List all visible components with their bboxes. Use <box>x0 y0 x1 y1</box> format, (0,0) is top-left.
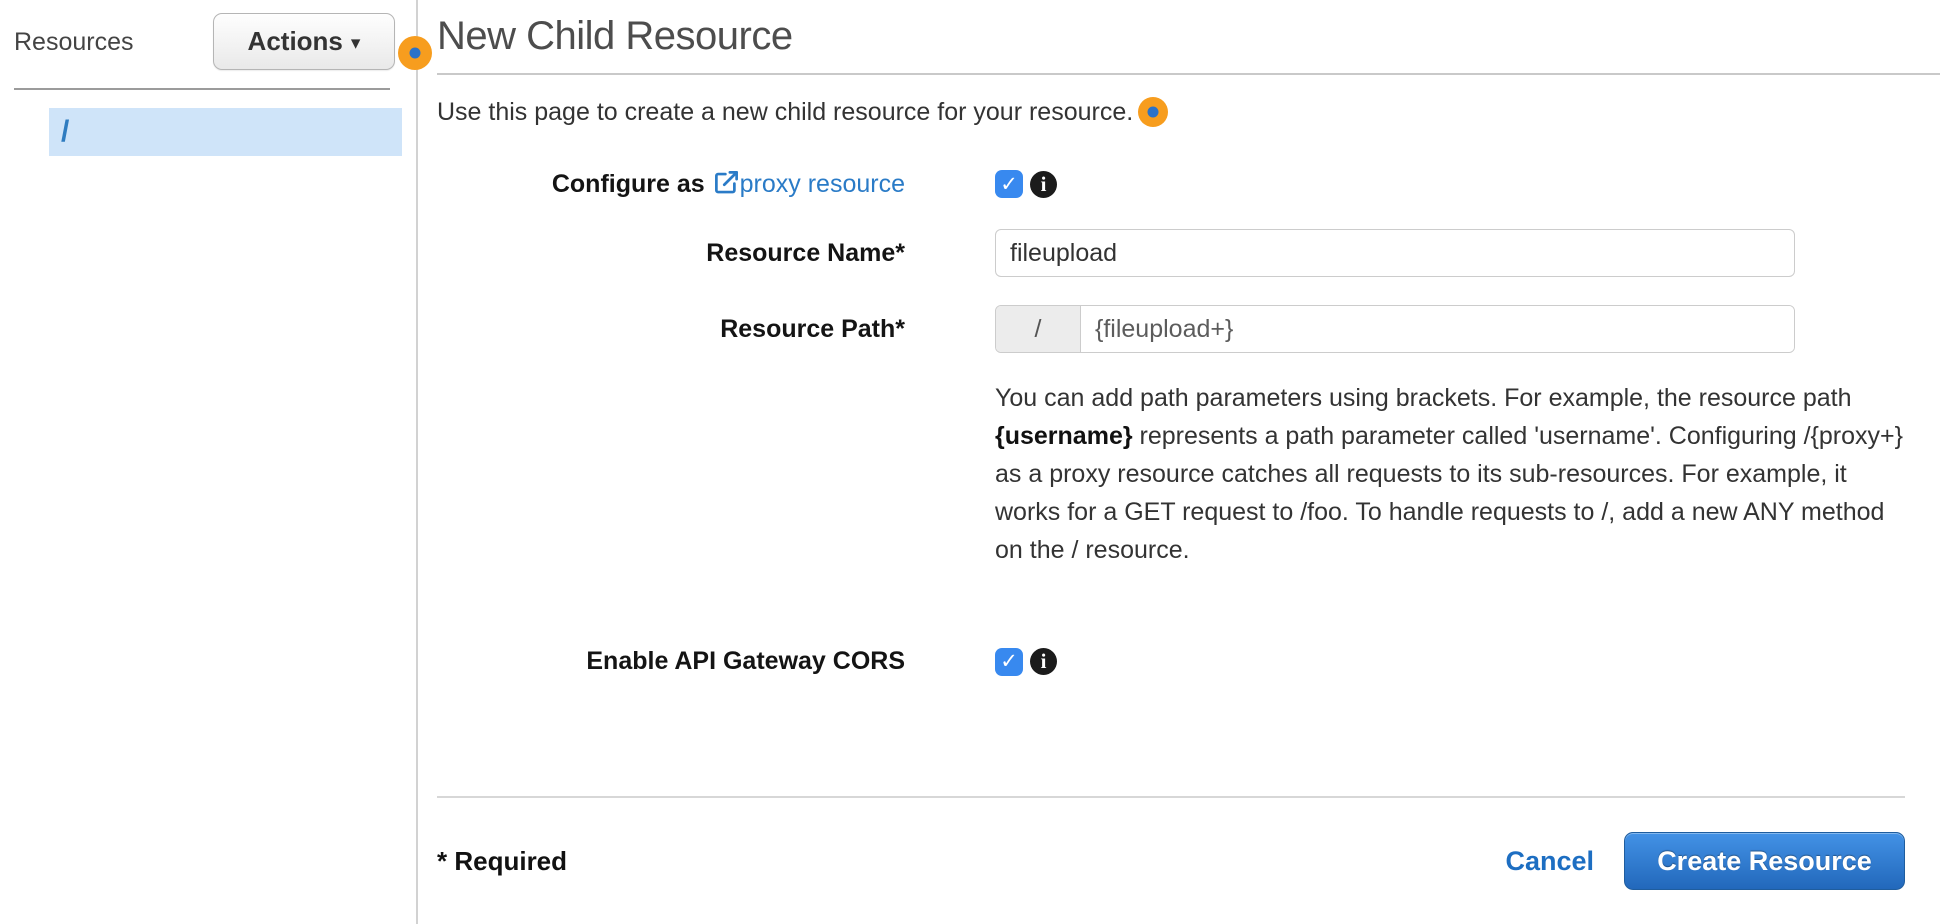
resource-path-label: / <box>61 115 70 148</box>
proxy-resource-checkbox[interactable] <box>995 170 1023 198</box>
cors-info-icon[interactable] <box>1030 648 1057 675</box>
resource-name-row <box>437 229 1940 277</box>
sidebar-title: Resources <box>14 28 134 56</box>
resource-path-row <box>437 305 1940 353</box>
resource-path-input[interactable] <box>1081 306 1794 352</box>
path-help-bold: {username} <box>995 422 1133 450</box>
configure-as-control <box>995 170 1057 198</box>
annotation-marker-intro <box>1138 97 1168 127</box>
resource-path-prefix: / <box>996 306 1081 352</box>
resource-name-control <box>995 229 1795 277</box>
path-help-part2: represents a path parameter called 'username'. Configuring /{proxy+} as a proxy resource catches all requests to its sub-resources. For example, it works for a GET request to /foo. To handle requests to /, add a new ANY method on the / resource. <box>995 422 1903 564</box>
intro-text-content: Use this page to create a new child resource for your resource. <box>437 98 1134 126</box>
intro-text <box>437 97 1940 127</box>
resource-path-control <box>995 305 1795 353</box>
annotation-marker-dot <box>1148 107 1159 118</box>
page-title: New Child Resource <box>437 14 793 58</box>
proxy-resource-link-text: proxy resource <box>739 170 905 198</box>
main-panel <box>417 0 1940 924</box>
proxy-resource-info-icon[interactable] <box>1030 171 1057 198</box>
actions-button[interactable] <box>213 13 395 70</box>
resource-name-input[interactable] <box>995 229 1795 277</box>
new-resource-form <box>437 169 1940 676</box>
configure-as-label-text: Configure as <box>551 170 705 198</box>
sidebar-divider <box>14 88 390 90</box>
annotation-marker-actions <box>398 36 432 70</box>
sidebar-item-root-resource[interactable] <box>49 108 402 156</box>
footer-divider <box>437 796 1905 798</box>
configure-as-row <box>437 169 1940 199</box>
resource-path-label: Resource Path* <box>720 314 905 343</box>
checkmark-icon: ✓ <box>1000 172 1018 196</box>
configure-as-label <box>437 169 905 199</box>
info-glyph: i <box>1040 171 1047 196</box>
annotation-marker-dot <box>410 48 421 59</box>
cancel-button[interactable]: Cancel <box>1505 845 1594 876</box>
cors-control <box>995 648 1057 676</box>
proxy-resource-link[interactable] <box>705 170 905 198</box>
footer-actions <box>1505 832 1905 890</box>
create-resource-button[interactable]: Create Resource <box>1624 832 1905 890</box>
info-glyph: i <box>1040 649 1047 673</box>
cors-checkbox[interactable] <box>995 648 1023 676</box>
chevron-down-icon: ▾ <box>350 33 361 54</box>
required-note: * Required <box>437 845 568 876</box>
actions-button-label: Actions <box>247 26 343 56</box>
cors-row <box>437 647 1940 676</box>
resources-sidebar <box>0 0 417 924</box>
footer-bar <box>437 832 1905 890</box>
title-divider <box>437 73 1940 75</box>
cors-label: Enable API Gateway CORS <box>586 647 905 675</box>
path-help-text <box>995 379 1915 569</box>
resource-path-group <box>995 305 1795 353</box>
path-help-part1: You can add path parameters using brackets. For example, the resource path <box>995 384 1852 412</box>
external-link-icon[interactable] <box>713 169 740 196</box>
resource-name-label: Resource Name* <box>706 238 905 267</box>
checkmark-icon: ✓ <box>1000 650 1018 673</box>
